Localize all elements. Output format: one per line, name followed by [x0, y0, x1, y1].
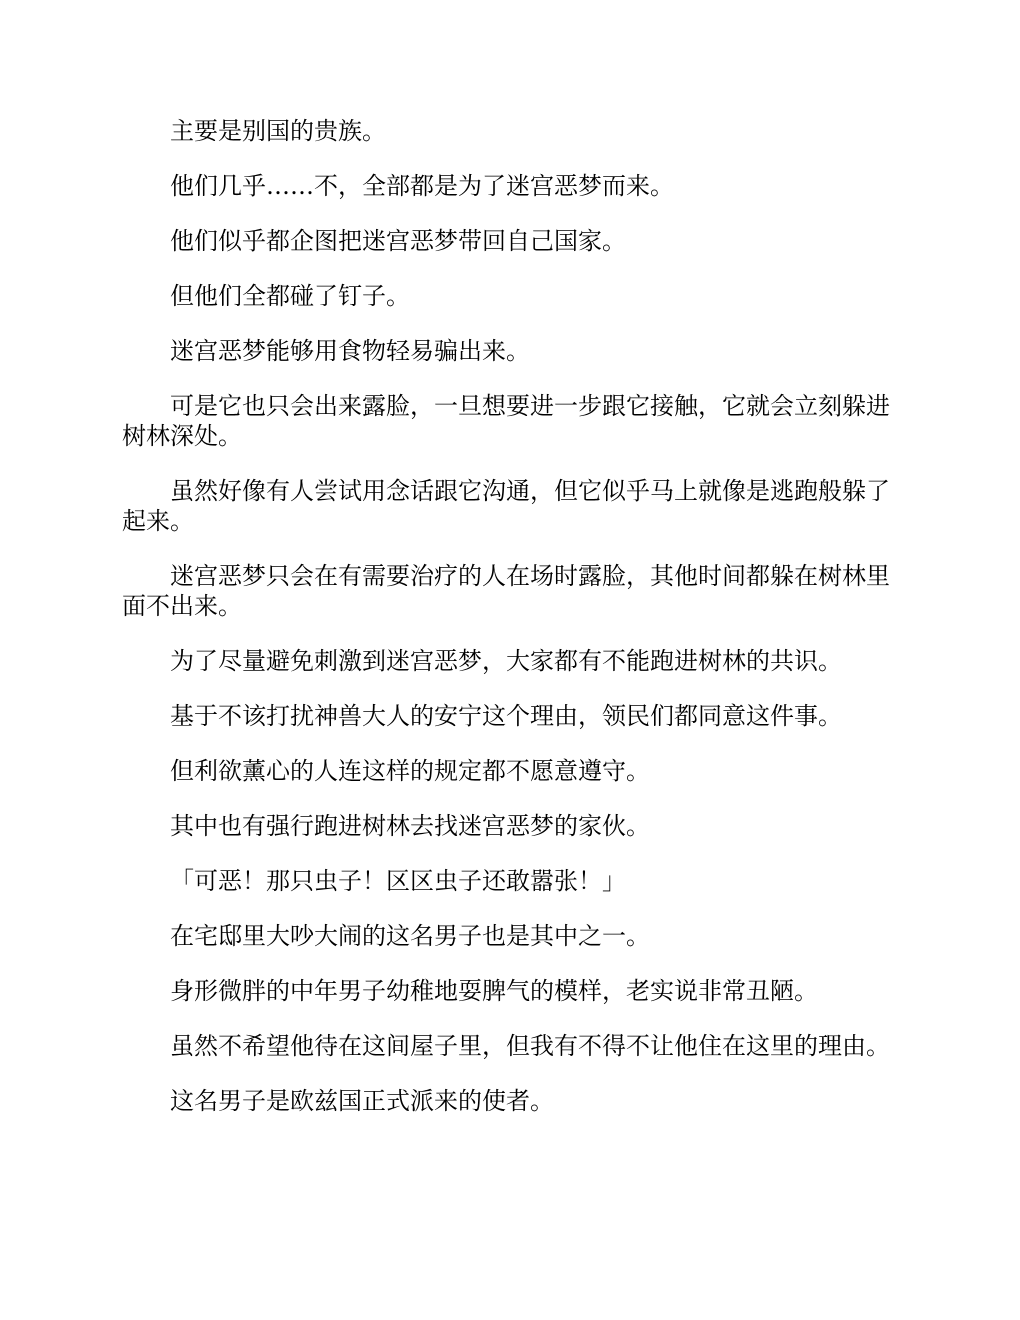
paragraph: 基于不该打扰神兽大人的安宁这个理由，领民们都同意这件事。 — [170, 702, 842, 730]
dialogue-paragraph: 「可恶！那只虫子！区区虫子还敢嚣张！」 — [170, 867, 626, 895]
paragraph: 迷宫恶梦只会在有需要治疗的人在场时露脸，其他时间都躲在树林里面不出来。 — [122, 562, 890, 620]
paragraph: 但利欲薰心的人连这样的规定都不愿意遵守。 — [170, 757, 650, 785]
paragraph: 其中也有强行跑进树林去找迷宫恶梦的家伙。 — [170, 812, 650, 840]
paragraph: 这名男子是欧兹国正式派来的使者。 — [170, 1087, 554, 1115]
paragraph: 但他们全都碰了钉子。 — [170, 282, 410, 310]
paragraph: 虽然不希望他待在这间屋子里，但我有不得不让他住在这里的理由。 — [170, 1032, 890, 1060]
paragraph: 在宅邸里大吵大闹的这名男子也是其中之一。 — [170, 922, 650, 950]
paragraph: 他们似乎都企图把迷宫恶梦带回自己国家。 — [170, 227, 626, 255]
paragraph: 迷宫恶梦能够用食物轻易骗出来。 — [170, 337, 530, 365]
paragraph: 身形微胖的中年男子幼稚地耍脾气的模样，老实说非常丑陋。 — [170, 977, 818, 1005]
paragraph: 为了尽量避免刺激到迷宫恶梦，大家都有不能跑进树林的共识。 — [170, 647, 842, 675]
paragraph: 他们几乎……不，全部都是为了迷宫恶梦而来。 — [170, 172, 674, 200]
paragraph: 虽然好像有人尝试用念话跟它沟通，但它似乎马上就像是逃跑般躲了起来。 — [122, 477, 890, 535]
paragraph: 主要是别国的贵族。 — [170, 117, 386, 145]
document-body — [122, 116, 898, 1141]
paragraph: 可是它也只会出来露脸，一旦想要进一步跟它接触，它就会立刻躲进树林深处。 — [122, 392, 890, 450]
